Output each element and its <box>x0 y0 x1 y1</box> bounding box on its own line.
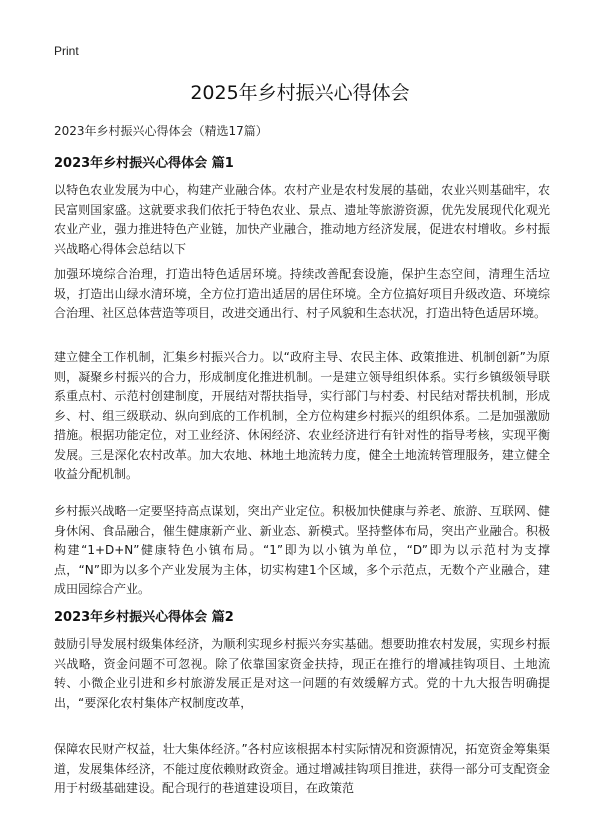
document-subtitle: 2023年乡村振兴心得体会（精选17篇） <box>54 124 268 138</box>
paragraph-1-1: 以特色农业发展为中心，构建产业融合体。农村产业是农村发展的基础，农业兴则基础牢，农民富则国家盛。这就要求我们依托于特色农业、景点、遗址等旅游资源，优先发展现代化观光农业产业，强力推进特色产业链，加快产业融合，推动地方经济发展，促进农村增收。乡村振兴战略心得体会总结以下 <box>54 183 550 256</box>
document-title: 2025年乡村振兴心得体会 <box>190 82 410 104</box>
paragraph-1-2: 加强环境综合治理，打造出特色适居环境。持续改善配套设施，保护生态空间，清理生活垃圾，打造出山绿水清环境，全方位打造出适居的居住环境。全方位搞好项目升级改造、环境综合治理、社区总体营造等项目，改进交通出行、村子风貌和生态状况，打造出特色适居环境。 <box>54 267 550 320</box>
paragraph-2-1: 鼓励引导发展村级集体经济，为顺利实现乡村振兴夯实基础。想要助推农村发展，实现乡村振兴战略，资金问题不可忽视。除了依靠国家资金扶持，现正在推行的增减挂钩项目、土地流转、小微企业引进和乡村旅游发展正是对这一问题的有效缓解方式。党的十九大报告明确提出，“要深化农村集体产权制度改革， <box>54 637 550 710</box>
paragraph-1-4: 乡村振兴战略一定要坚持高点谋划，突出产业定位。积极加快健康与养老、旅游、互联网、健身休闲、食品融合，催生健康新产业、新业态、新模式。坚持整体布局，突出产业融合。积极构建“1+D+N”健康特色小镇布局。“1”即为以小镇为单位，“D”即为以示范村为支撑点，“N”即为以多个产业发展为主体，切实构建1个区域，多个示范点，无数个产业融合，建成田园综合产业。 <box>54 504 550 596</box>
section-heading-1: 2023年乡村振兴心得体会 篇1 <box>54 156 234 171</box>
paragraph-2-2: 保障农民财产权益，壮大集体经济。”各村应该根据本村实际情况和资源情况，拓宽资金筹集渠道，发展集体经济，不能过度依赖财政资金。通过增减挂钩项目推进，获得一部分可支配资金用于村级基础建设。配合现行的巷道建设项目，在政策范 <box>54 742 550 795</box>
print-label[interactable]: Print <box>54 44 79 58</box>
section-heading-2: 2023年乡村振兴心得体会 篇2 <box>54 610 234 625</box>
paragraph-1-3: 建立健全工作机制，汇集乡村振兴合力。以“政府主导、农民主体、政策推进、机制创新”为原则，凝聚乡村振兴的合力，形成制度化推进机制。一是建立领导组织体系。实行乡镇级领导联系重点村、示范村创建制度，开展结对帮扶指导，实行部门与村委、村民结对帮扶机制，形成乡、村、组三级联动、纵向到底的工作机制，全方位构建乡村振兴的组织体系。二是加强激励措施。根据功能定位，对工业经济、休闲经济、农业经济进行有针对性的指导考核，实现平衡发展。三是深化农村改革。加大农地、林地土地流转力度，健全土地流转管理服务，建立健全收益分配机制。 <box>54 350 550 481</box>
